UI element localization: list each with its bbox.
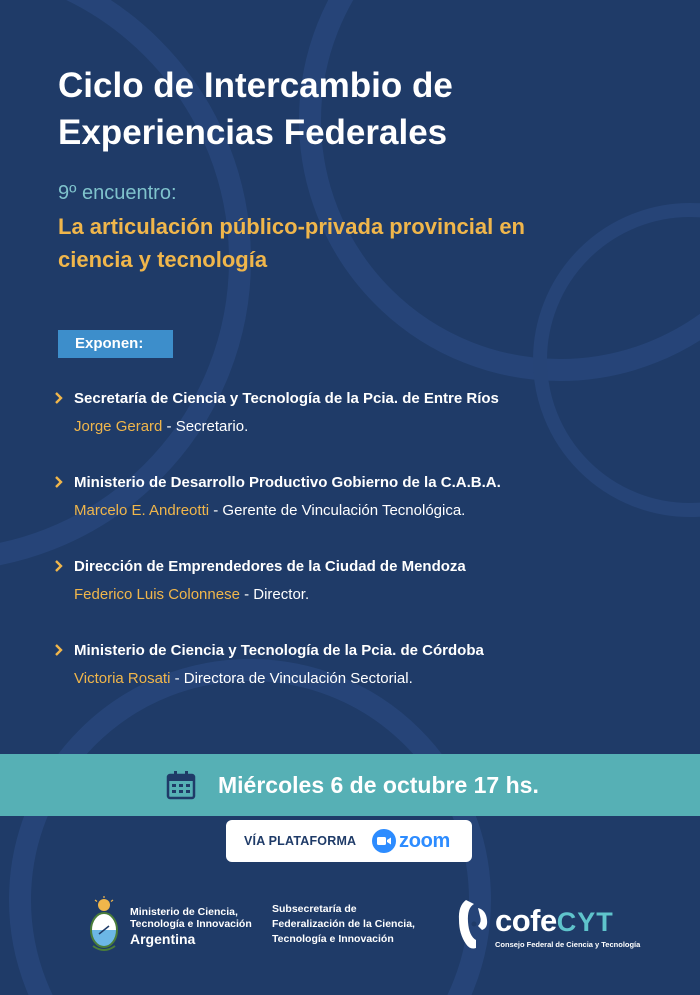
- speaker-name: Federico Luis Colonnese: [74, 586, 240, 603]
- speaker-item: [52, 472, 672, 532]
- chevron-right-icon: [52, 391, 66, 405]
- speaker-item: [52, 640, 672, 700]
- speaker-name: Jorge Gerard: [74, 418, 163, 435]
- footer-logos: [0, 890, 700, 970]
- speaker-organization: Dirección de Emprendedores de la Ciudad de Mendoza: [74, 558, 466, 575]
- exponen-badge: Exponen:: [58, 330, 173, 358]
- speaker-organization: Secretaría de Ciencia y Tecnología de la Pcia. de Entre Ríos: [74, 390, 499, 407]
- ministerio-line-1: Ministerio de Ciencia,: [130, 906, 238, 918]
- cofecyt-subtitle: Consejo Federal de Ciencia y Tecnología: [495, 940, 641, 949]
- event-title-line-1: Ciclo de Intercambio de: [58, 66, 453, 105]
- cofecyt-wordmark: [495, 904, 614, 939]
- platform-label: VÍA PLATAFORMA: [244, 834, 357, 848]
- event-title-line-2: Experiencias Federales: [58, 113, 448, 152]
- platform-badge: [226, 820, 472, 862]
- event-date: Miércoles 6 de octubre 17 hs.: [218, 772, 539, 798]
- cofecyt-word-cyt: CYT: [556, 907, 614, 937]
- speaker-role: - Secretario.: [162, 418, 249, 435]
- chevron-right-icon: [52, 475, 66, 489]
- speaker-name: Victoria Rosati: [74, 670, 171, 687]
- zoom-camera-icon: [372, 829, 396, 853]
- speaker-role: - Gerente de Vinculación Tecnológica.: [209, 502, 466, 519]
- speaker-item: [52, 388, 672, 448]
- meeting-topic-line-1: La articulación público-privada provincial en: [58, 214, 525, 239]
- speaker-organization: Ministerio de Ciencia y Tecnología de la Pcia. de Córdoba: [74, 642, 484, 659]
- speaker-person: [74, 584, 309, 606]
- meeting-number: 9º encuentro:: [58, 182, 177, 204]
- speaker-organization: Ministerio de Desarrollo Productivo Gobierno de la C.A.B.A.: [74, 474, 501, 491]
- subsecretaria-line-2: Federalización de la Ciencia,: [272, 918, 415, 930]
- ministerio-logo-text: [130, 906, 252, 948]
- chevron-right-icon: [52, 559, 66, 573]
- date-banner: [0, 754, 700, 816]
- subsecretaria-text: [272, 902, 415, 947]
- speaker-person: [74, 416, 248, 438]
- speaker-name: Marcelo E. Andreotti: [74, 502, 210, 519]
- subsecretaria-line-1: Subsecretaría de: [272, 903, 357, 915]
- subsecretaria-line-3: Tecnología e Innovación: [272, 933, 394, 945]
- speaker-item: [52, 556, 672, 616]
- meeting-topic-line-2: ciencia y tecnología: [58, 247, 268, 272]
- speaker-role: - Directora de Vinculación Sectorial.: [170, 670, 413, 687]
- meeting-topic: [58, 210, 618, 276]
- chevron-right-icon: [52, 643, 66, 657]
- event-title: [58, 62, 678, 156]
- cofecyt-logo-icon: [456, 896, 492, 952]
- ministerio-line-2: Tecnología e Innovación: [130, 918, 252, 930]
- speaker-role: - Director.: [239, 586, 310, 603]
- calendar-icon: [166, 770, 196, 800]
- zoom-wordmark: zoom: [399, 830, 451, 852]
- speaker-person: [74, 668, 413, 690]
- speaker-person: [74, 500, 465, 522]
- cofecyt-word-cofe: cofe: [495, 903, 557, 938]
- escudo-argentina-icon: [88, 896, 120, 954]
- ministerio-country: Argentina: [130, 931, 196, 947]
